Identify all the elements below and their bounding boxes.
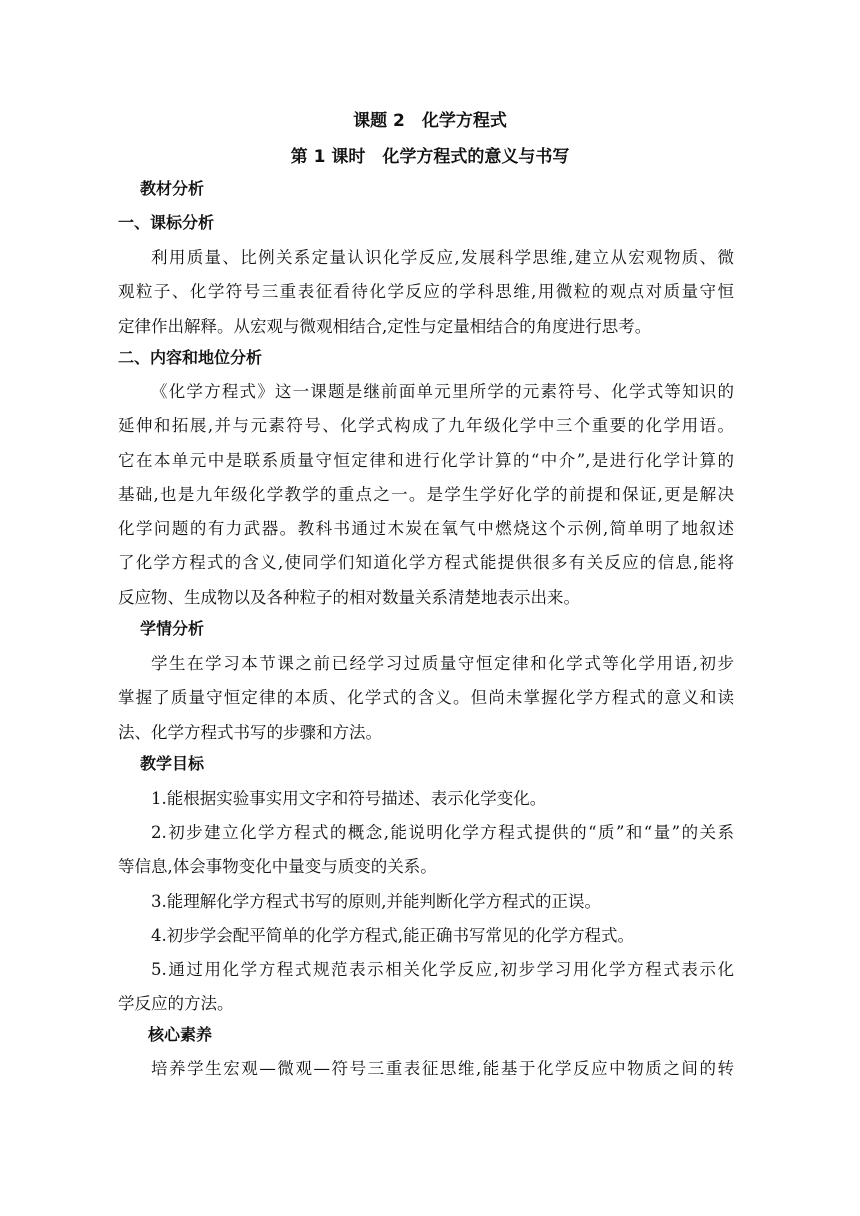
heading-material-analysis: 教材分析 [140, 179, 205, 198]
goal-1 [118, 782, 734, 816]
paragraph-learner [118, 647, 734, 750]
goal-4 [118, 919, 734, 953]
lesson-subtitle: 第 1 课时 化学方程式的意义与书写 [290, 147, 570, 167]
paragraph-literacy [118, 1052, 734, 1086]
text-line: 延伸和拓展,并与元素符号、化学式构成了九年级化学中三个重要的化学用语。 [118, 416, 734, 436]
text-line: 法、化学方程式书写的步骤和方法。 [118, 722, 382, 742]
text-line: 定律作出解释。从宏观与微观相结合,定性与定量相结合的角度进行思考。 [118, 316, 652, 336]
goal-5 [118, 953, 734, 1022]
text-line: 3.能理解化学方程式书写的原则,并能判断化学方程式的正误。 [151, 892, 601, 911]
goal-3 [118, 885, 734, 919]
heading-content-position: 二、内容和地位分析 [118, 348, 263, 367]
text-line: 4.初步学会配平简单的化学方程式,能正确书写常见的化学方程式。 [151, 926, 634, 945]
heading-curriculum-analysis: 一、课标分析 [118, 213, 215, 232]
text-line: 等信息,体会事物变化中量变与质变的关系。 [118, 857, 437, 877]
text-line: 基础,也是九年级化学教学的重点之一。是学生学好化学的前提和保证,更是解决 [118, 484, 734, 504]
paragraph-content [118, 375, 734, 615]
text-line: 了化学方程式的含义,使同学们知道化学方程式能提供很多有关反应的信息,能将 [118, 553, 734, 573]
heading-teaching-goals: 教学目标 [140, 754, 205, 773]
text-line: 5.通过用化学方程式规范表示相关化学反应,初步学习用化学方程式表示化 [151, 960, 734, 979]
goal-2 [118, 816, 734, 885]
paragraph-curriculum [118, 241, 734, 344]
heading-core-literacy: 核心素养 [148, 1025, 213, 1044]
text-line: 培养学生宏观—微观—符号三重表征思维,能基于化学反应中物质之间的转 [151, 1059, 734, 1078]
heading-learner-analysis: 学情分析 [140, 619, 205, 638]
text-line: 利用质量、比例关系定量认识化学反应,发展科学思维,建立从宏观物质、微 [151, 248, 734, 267]
document-title: 课题 2 化学方程式 [353, 111, 507, 131]
text-line: 反应物、生成物以及各种粒子的相对数量关系清楚地表示出来。 [118, 587, 580, 607]
text-line: 1.能根据实验事实用文字和符号描述、表示化学变化。 [151, 789, 547, 808]
text-line: 《化学方程式》这一课题是继前面单元里所学的元素符号、化学式等知识的 [151, 382, 734, 401]
text-line: 掌握了质量守恒定律的本质、化学式的含义。但尚未掌握化学方程式的意义和读 [118, 688, 734, 708]
text-line: 2.初步建立化学方程式的概念,能说明化学方程式提供的“质”和“量”的关系 [151, 823, 734, 842]
text-line: 化学问题的有力武器。教科书通过木炭在氧气中燃烧这个示例,简单明了地叙述 [118, 519, 734, 539]
text-line: 学反应的方法。 [118, 994, 234, 1014]
text-line: 学生在学习本节课之前已经学习过质量守恒定律和化学式等化学用语,初步 [151, 654, 734, 673]
text-line: 观粒子、化学符号三重表征看待化学反应的学科思维,用微粒的观点对质量守恒 [118, 282, 734, 302]
text-line: 它在本单元中是联系质量守恒定律和进行化学计算的“中介”,是进行化学计算的 [118, 450, 734, 470]
